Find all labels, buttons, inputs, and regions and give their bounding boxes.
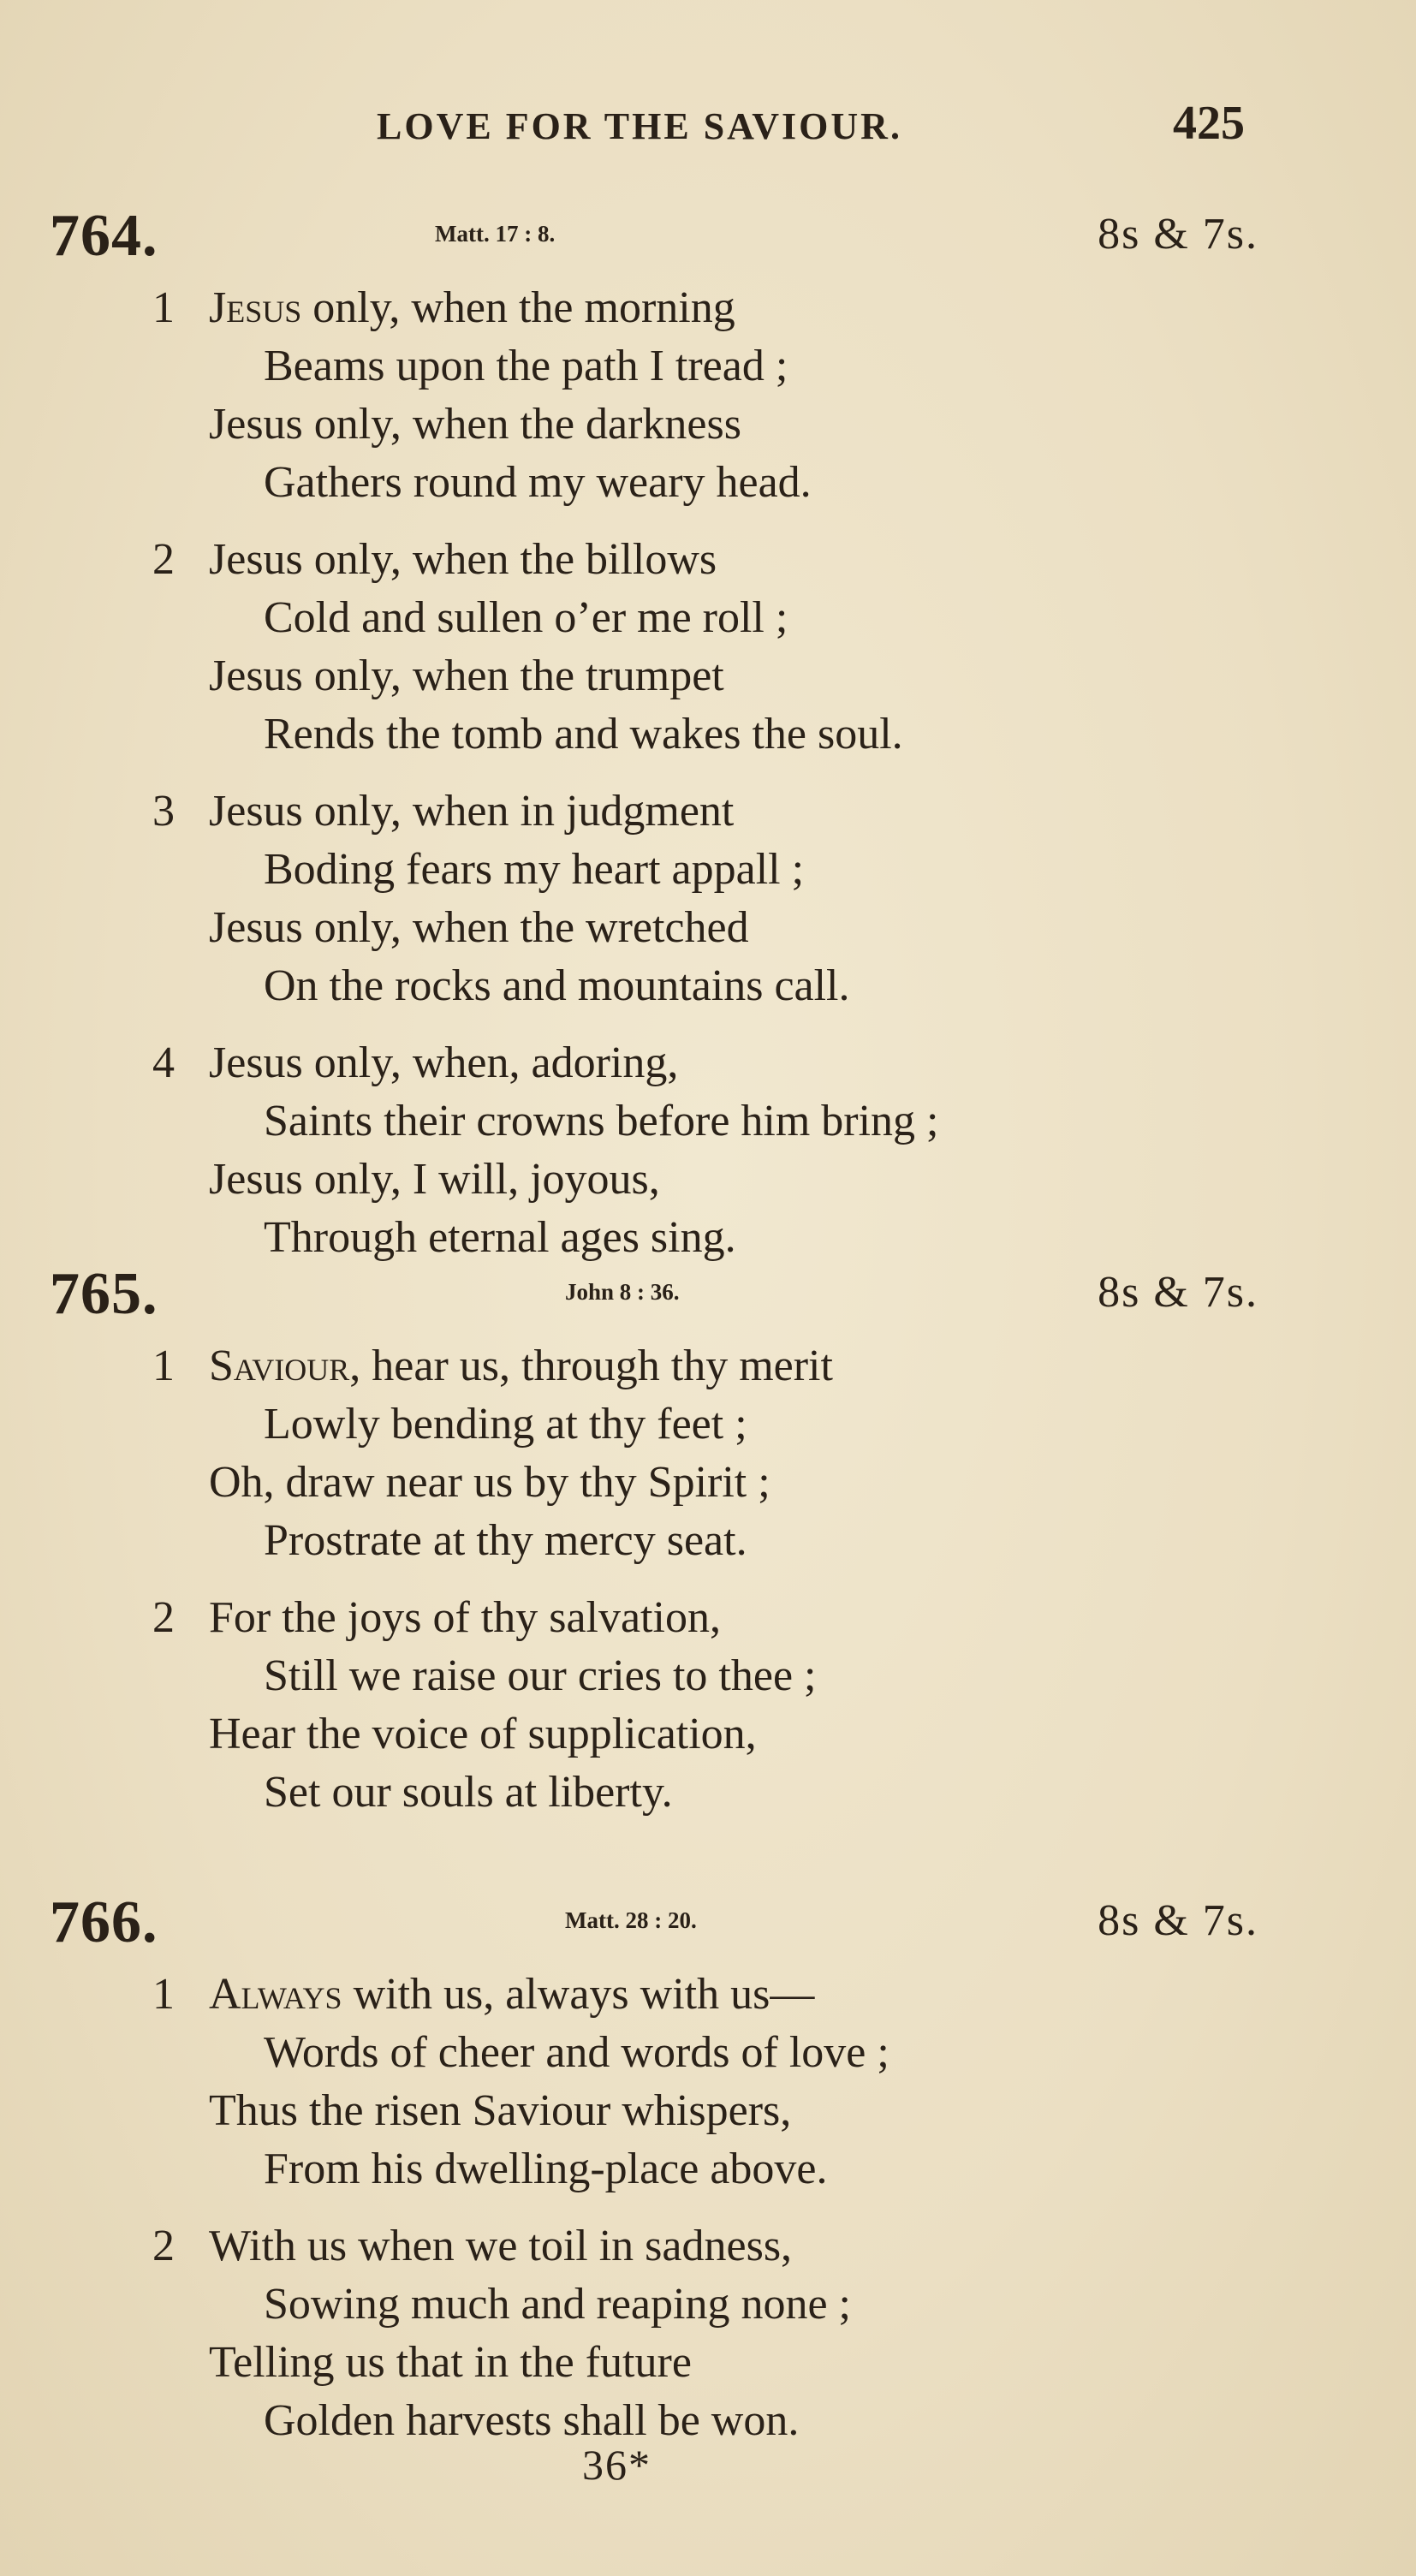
verse-line bbox=[0, 1151, 1416, 1209]
stanza-number: 2 bbox=[152, 2222, 175, 2270]
verse-line bbox=[0, 1705, 1416, 1764]
stanza bbox=[0, 1589, 1416, 1822]
verse-line bbox=[0, 1512, 1416, 1570]
line-text: Jesus only, when in judgment bbox=[209, 787, 735, 836]
stanza bbox=[0, 531, 1416, 764]
page-number: 425 bbox=[1173, 97, 1245, 150]
line-text: Thus the risen Saviour whispers, bbox=[209, 2086, 792, 2135]
stanza bbox=[0, 782, 1416, 1015]
line-text: with us, always with us— bbox=[342, 1970, 815, 2019]
scripture-reference: Matt. 28 : 20. bbox=[565, 1907, 697, 1933]
line-text: Jesus only, when the wretched bbox=[209, 903, 749, 952]
verse-line bbox=[0, 957, 1416, 1015]
line-text: only, when the morning bbox=[301, 283, 735, 332]
line-text: Sowing much and reaping none ; bbox=[264, 2280, 851, 2329]
hymn-number: 765. bbox=[50, 1261, 158, 1327]
stanza-number: 2 bbox=[152, 535, 175, 584]
line-text: Jesus only, when the trumpet bbox=[209, 651, 724, 700]
line-text: Cold and sullen o’er me roll ; bbox=[264, 593, 788, 642]
verse-line bbox=[0, 782, 1416, 841]
stanza-number: 1 bbox=[152, 1342, 175, 1390]
verse-line bbox=[0, 899, 1416, 957]
verse-line bbox=[0, 647, 1416, 705]
stanza bbox=[0, 1034, 1416, 1267]
verse-line bbox=[0, 1647, 1416, 1705]
scripture-reference: John 8 : 36. bbox=[565, 1279, 680, 1305]
stanza bbox=[0, 1337, 1416, 1570]
hymn-heading bbox=[0, 1260, 1416, 1337]
hymn-number: 766. bbox=[50, 1889, 158, 1955]
line-text: With us when we toil in sadness, bbox=[209, 2222, 793, 2270]
stanza-number: 1 bbox=[152, 1970, 175, 2019]
verse-line bbox=[0, 531, 1416, 589]
line-text: Set our souls at liberty. bbox=[264, 1768, 673, 1817]
line-text: Telling us that in the future bbox=[209, 2338, 692, 2387]
line-text: Beams upon the path I tread ; bbox=[264, 342, 788, 390]
verse-line bbox=[0, 337, 1416, 396]
page-header bbox=[0, 92, 1416, 161]
stanza-number: 4 bbox=[152, 1038, 175, 1087]
hymn-heading bbox=[0, 202, 1416, 279]
verse-line bbox=[0, 841, 1416, 899]
line-text: hear us, through thy merit bbox=[360, 1342, 833, 1390]
first-word: Jesus bbox=[209, 283, 302, 332]
verse-line bbox=[0, 2276, 1416, 2334]
verse-line bbox=[0, 1589, 1416, 1647]
verse-line bbox=[0, 396, 1416, 454]
verse-line bbox=[0, 279, 1416, 337]
line-text: Prostrate at thy mercy seat. bbox=[264, 1516, 747, 1565]
line-text: Gathers round my weary head. bbox=[264, 458, 812, 507]
line-text: Still we raise our cries to thee ; bbox=[264, 1651, 817, 1700]
verse-line bbox=[0, 1337, 1416, 1395]
line-text: Jesus only, when the billows bbox=[209, 535, 717, 584]
line-text: Oh, draw near us by thy Spirit ; bbox=[209, 1458, 770, 1507]
running-title: LOVE FOR THE SAVIOUR. bbox=[377, 105, 902, 147]
stanza bbox=[0, 279, 1416, 512]
line-text: Rends the tomb and wakes the soul. bbox=[264, 710, 903, 759]
line-text: Jesus only, when the darkness bbox=[209, 400, 741, 449]
verse-line bbox=[0, 1454, 1416, 1512]
line-text: Golden harvests shall be won. bbox=[264, 2396, 800, 2445]
verse-line bbox=[0, 1966, 1416, 2024]
verse-line bbox=[0, 1034, 1416, 1092]
line-text: Words of cheer and words of love ; bbox=[264, 2028, 889, 2077]
verse-line bbox=[0, 2082, 1416, 2140]
hymn-heading bbox=[0, 1889, 1416, 1966]
line-text: Hear the voice of supplication, bbox=[209, 1710, 757, 1758]
hymn-765 bbox=[0, 1260, 1416, 1841]
verse-line bbox=[0, 1209, 1416, 1267]
stanza bbox=[0, 2217, 1416, 2450]
line-text: Lowly bending at thy feet ; bbox=[264, 1400, 747, 1449]
line-text: From his dwelling-place above. bbox=[264, 2145, 828, 2193]
hymn-764 bbox=[0, 202, 1416, 1286]
verse-line bbox=[0, 2334, 1416, 2392]
stanza bbox=[0, 1966, 1416, 2198]
verse-line bbox=[0, 2217, 1416, 2276]
first-word: Always bbox=[209, 1970, 342, 2019]
line-text: Saints their crowns before him bring ; bbox=[264, 1097, 939, 1145]
line-text: Boding fears my heart appall ; bbox=[264, 845, 805, 894]
line-text: Jesus only, I will, joyous, bbox=[209, 1155, 660, 1204]
line-text: On the rocks and mountains call. bbox=[264, 961, 850, 1010]
signature-mark: 36* bbox=[582, 2441, 651, 2489]
verse-line bbox=[0, 1395, 1416, 1454]
verse-line bbox=[0, 454, 1416, 512]
scripture-reference: Matt. 17 : 8. bbox=[435, 221, 556, 247]
line-text: Through eternal ages sing. bbox=[264, 1213, 736, 1262]
meter: 8s & 7s. bbox=[1098, 1896, 1258, 1945]
meter: 8s & 7s. bbox=[1098, 1268, 1258, 1317]
verse-line bbox=[0, 2024, 1416, 2082]
verse-line bbox=[0, 2140, 1416, 2198]
meter: 8s & 7s. bbox=[1098, 210, 1258, 259]
hymn-number: 764. bbox=[50, 203, 158, 269]
first-word: Saviour, bbox=[209, 1342, 361, 1390]
verse-line bbox=[0, 705, 1416, 764]
line-text: For the joys of thy salvation, bbox=[209, 1593, 721, 1642]
verse-line bbox=[0, 1764, 1416, 1822]
verse-line bbox=[0, 589, 1416, 647]
stanza-number: 3 bbox=[152, 787, 175, 836]
stanza-number: 2 bbox=[152, 1593, 175, 1642]
stanza-number: 1 bbox=[152, 283, 175, 332]
line-text: Jesus only, when, adoring, bbox=[209, 1038, 679, 1087]
verse-line bbox=[0, 2392, 1416, 2450]
hymn-766 bbox=[0, 1889, 1416, 2469]
verse-line bbox=[0, 1092, 1416, 1151]
